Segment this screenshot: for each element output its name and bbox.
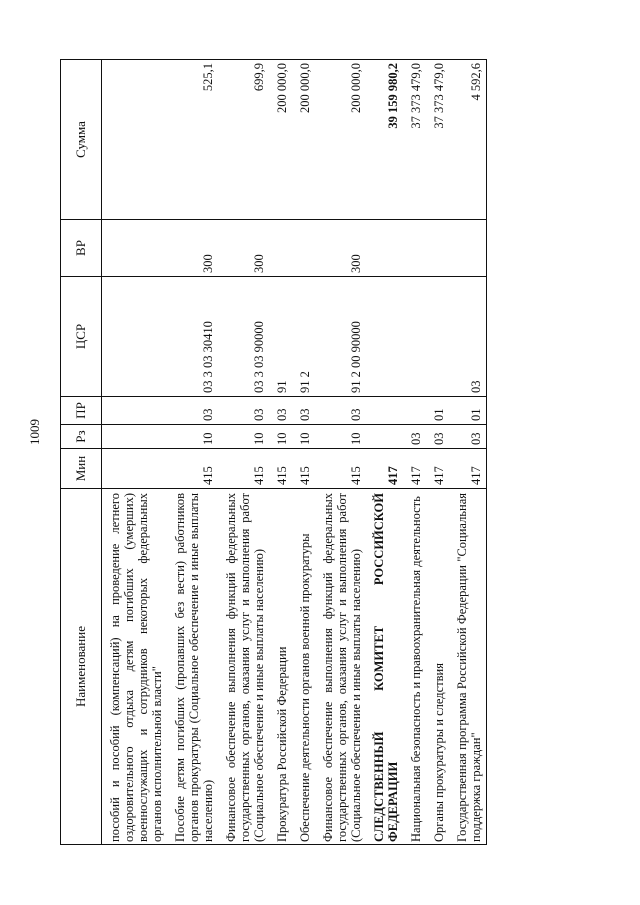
budget-table bbox=[60, 59, 487, 845]
cell-sum: 4 592,6 bbox=[449, 60, 487, 220]
cell-csr: 03 3 03 90000 bbox=[218, 277, 269, 397]
table-row bbox=[449, 60, 487, 845]
cell-min: 415 bbox=[269, 449, 292, 489]
cell-vr bbox=[269, 220, 292, 277]
table-row bbox=[403, 60, 426, 845]
cell-min: 417 bbox=[449, 449, 487, 489]
header-rz: Рз bbox=[61, 425, 102, 449]
table-row bbox=[366, 60, 403, 845]
cell-min: 417 bbox=[403, 449, 426, 489]
cell-pr bbox=[403, 397, 426, 425]
rotated-page-content bbox=[60, 60, 580, 845]
cell-min: 415 bbox=[218, 449, 269, 489]
cell-rz: 10 bbox=[292, 425, 315, 449]
page-number: 1009 bbox=[27, 419, 42, 445]
table-row bbox=[426, 60, 449, 845]
table-row bbox=[269, 60, 292, 845]
cell-csr: 91 2 00 90000 bbox=[315, 277, 366, 397]
table-row bbox=[167, 60, 218, 845]
cell-min: 417 bbox=[366, 449, 403, 489]
cell-name: СЛЕДСТВЕННЫЙ КОМИТЕТ РОССИЙСКОЙ ФЕДЕРАЦИИ bbox=[366, 489, 403, 845]
table-row bbox=[292, 60, 315, 845]
table-row bbox=[218, 60, 269, 845]
cell-rz: 10 bbox=[167, 425, 218, 449]
cell-sum: 200 000,0 bbox=[315, 60, 366, 220]
cell-pr: 03 bbox=[167, 397, 218, 425]
cell-rz: 10 bbox=[218, 425, 269, 449]
cell-pr: 03 bbox=[218, 397, 269, 425]
cell-csr: 91 bbox=[269, 277, 292, 397]
cell-sum: 37 373 479,0 bbox=[403, 60, 426, 220]
cell-vr: 300 bbox=[218, 220, 269, 277]
cell-csr bbox=[366, 277, 403, 397]
header-name: Наименование bbox=[61, 489, 102, 845]
cell-sum bbox=[102, 60, 168, 220]
cell-name: Органы прокуратуры и следствия bbox=[426, 489, 449, 845]
header-csr: ЦСР bbox=[61, 277, 102, 397]
cell-csr bbox=[426, 277, 449, 397]
cell-name: Пособие детям погибших (пропавших без вести) работников органов прокуратуры (Социальное обеспечение и иные выплаты населению) bbox=[167, 489, 218, 845]
cell-name: Государственная программа Российской Федерации "Социальная поддержка граждан" bbox=[449, 489, 487, 845]
cell-vr bbox=[403, 220, 426, 277]
cell-min: 415 bbox=[167, 449, 218, 489]
cell-csr: 91 2 bbox=[292, 277, 315, 397]
cell-pr bbox=[366, 397, 403, 425]
header-vr: ВР bbox=[61, 220, 102, 277]
cell-name: Прокуратура Российской Федерации bbox=[269, 489, 292, 845]
cell-rz bbox=[366, 425, 403, 449]
cell-min: 417 bbox=[426, 449, 449, 489]
cell-rz: 03 bbox=[403, 425, 426, 449]
cell-name: Финансовое обеспечение выполнения функций федеральных государственных органов, оказания услуг и выполнения работ (Социальное обеспечение и иные выплаты населению) bbox=[218, 489, 269, 845]
cell-min: 415 bbox=[315, 449, 366, 489]
cell-name: Обеспечение деятельности органов военной прокуратуры bbox=[292, 489, 315, 845]
cell-rz: 03 bbox=[426, 425, 449, 449]
cell-name: пособий и пособий (компенсаций) на проведение летнего оздоровительного отдыха детям погибших (умерших) военнослужащих и сотрудников некоторых федеральных органов исполнительной власти" bbox=[102, 489, 168, 845]
cell-vr bbox=[449, 220, 487, 277]
cell-vr bbox=[292, 220, 315, 277]
cell-rz: 10 bbox=[269, 425, 292, 449]
cell-pr: 01 bbox=[449, 397, 487, 425]
cell-vr bbox=[426, 220, 449, 277]
cell-pr: 03 bbox=[269, 397, 292, 425]
cell-sum: 37 373 479,0 bbox=[426, 60, 449, 220]
header-min: Мин bbox=[61, 449, 102, 489]
cell-csr bbox=[102, 277, 168, 397]
cell-vr: 300 bbox=[167, 220, 218, 277]
table-row bbox=[102, 60, 168, 845]
cell-vr bbox=[366, 220, 403, 277]
cell-csr: 03 bbox=[449, 277, 487, 397]
cell-sum: 699,9 bbox=[218, 60, 269, 220]
cell-csr bbox=[403, 277, 426, 397]
cell-sum: 39 159 980,2 bbox=[366, 60, 403, 220]
cell-name: Национальная безопасность и правоохранительная деятельность bbox=[403, 489, 426, 845]
cell-pr: 01 bbox=[426, 397, 449, 425]
header-sum: Сумма bbox=[61, 60, 102, 220]
cell-sum: 525,1 bbox=[167, 60, 218, 220]
header-pr: ПР bbox=[61, 397, 102, 425]
cell-pr: 03 bbox=[292, 397, 315, 425]
cell-rz: 03 bbox=[449, 425, 487, 449]
cell-name: Финансовое обеспечение выполнения функций федеральных государственных органов, оказания услуг и выполнения работ (Социальное обеспечение и иные выплаты населению) bbox=[315, 489, 366, 845]
cell-pr bbox=[102, 397, 168, 425]
cell-sum: 200 000,0 bbox=[269, 60, 292, 220]
table-header-row bbox=[61, 60, 102, 845]
table-row bbox=[315, 60, 366, 845]
cell-min: 415 bbox=[292, 449, 315, 489]
cell-min bbox=[102, 449, 168, 489]
cell-rz bbox=[102, 425, 168, 449]
cell-vr bbox=[102, 220, 168, 277]
cell-vr: 300 bbox=[315, 220, 366, 277]
cell-pr: 03 bbox=[315, 397, 366, 425]
cell-rz: 10 bbox=[315, 425, 366, 449]
cell-sum: 200 000,0 bbox=[292, 60, 315, 220]
cell-csr: 03 3 03 30410 bbox=[167, 277, 218, 397]
